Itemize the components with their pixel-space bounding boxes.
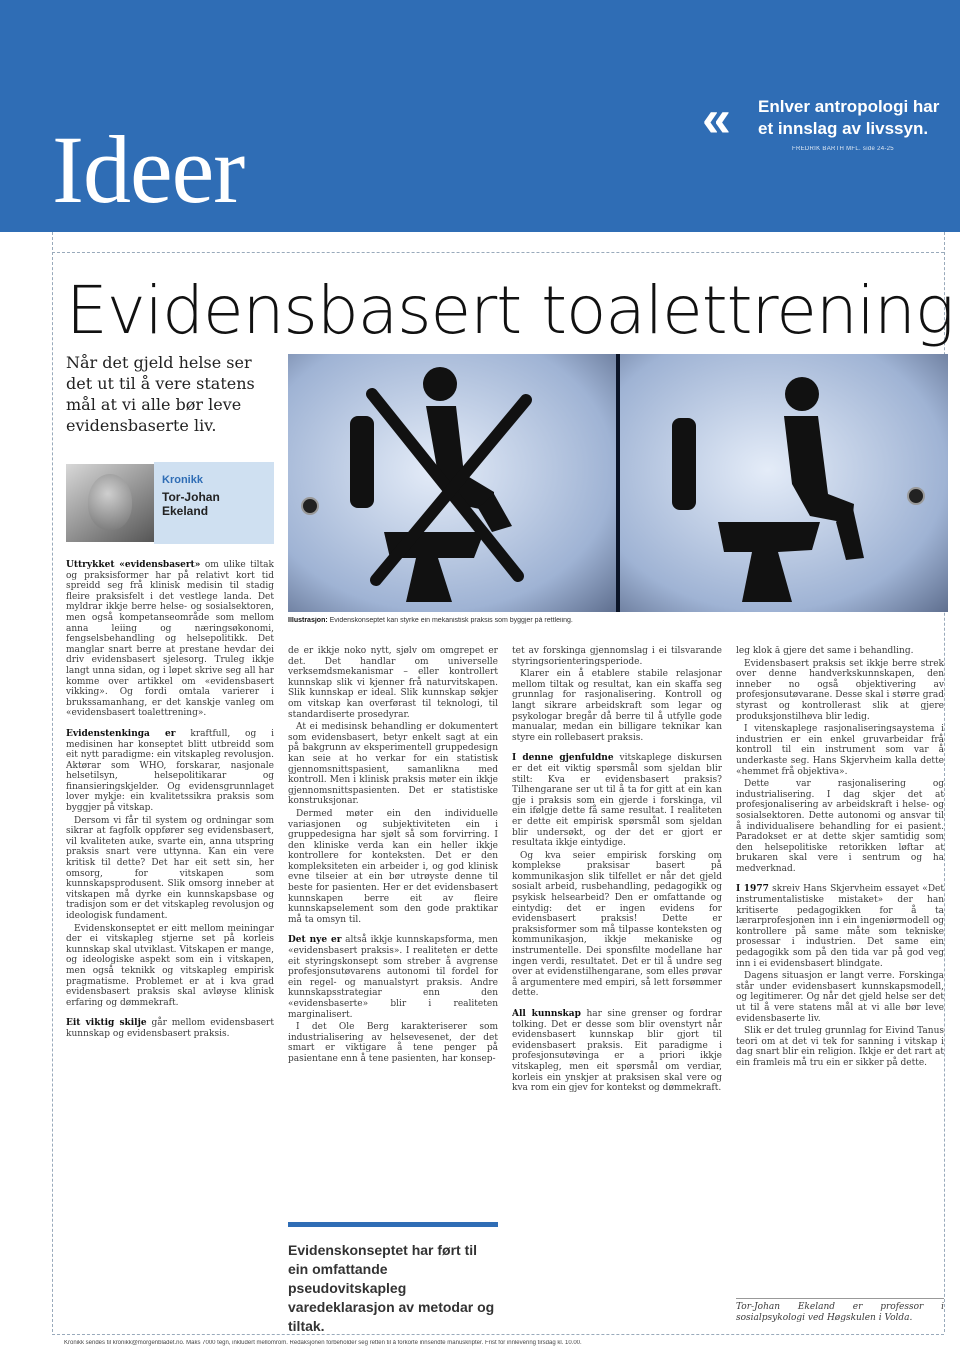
paragraph: de er ikkje noko nytt, sjølv om omgrepet er det. Det handlar om universelle verksemdsmekanismar – eller kontrollert kunnskap slik vi kjenner frå naturvitskapen. Slik kunnskap er ideal. Slik kunnskap søkjer om vitskap kan overførast til teknologi, til standardiserte prosedyrar. [288, 646, 498, 720]
paragraph: Dermed møter ein den individuelle variasjonen og subjektiviteten ein i gruppedesigna har sjølt så som forvirring. I den kliniske verda kan ein heller ikkje kontrollere for konteksten. Det er den kompleksiteten ein arbeider i, og god klinisk evne tilseier at ein bør utrøyste denne til beste for pasienten. Her er det evidensbasert kunnskapen berre eit av fleire kunnskapselement som den gode praktikar må ta omsyn til. [288, 808, 498, 925]
article-headline: Evidensbasert toalettrening [66, 272, 954, 349]
author-note: Tor-Johan Ekeland er professor i sosialpsykologi ved Høgskulen i Volda. [736, 1298, 944, 1330]
quote-chevron-icon: « [702, 90, 731, 148]
paragraph: Klarer ein å etablere stabile relasjonar mellom tiltak og resultat, kan ein skaffa seg grunnlag for rasjonalisering. Kontroll og langt sikrare arbeidskraft som legar og psykologar bregår då berre til å utfylle gode manualar, medan ein billigare teknikar kan styre ein rollebasert praksis. [512, 669, 722, 743]
paragraph: At ei medisinsk behandling er dokumentert som evidensbasert, betyr enkelt sagt at ein på bakgrunn av eksperimentell gruppedesign kan seie at ho verkar for ein statistisk gjennomsnittspasient, samanlikna med kontroll. Men i klinisk praksis møter ein ikkje gjennomsnittspasienten. Det er statistiske konstruksjonar. [288, 722, 498, 807]
paragraph: Dersom vi får til system og ordningar som sikrar at fagfolk oppfører seg evidensbasert, vil kvaliteten auke, svarte ein, anna utspring praksis snart vere uttynna. Kan ein vere kritisk til dette? Det har eit sett sin, her omsorg, for vitskapen som kunnskapsprodusent. Slik omsorg inneber at vitskapen må dyrke ein kunnskapsbase og tradisjon som er det vitskapleg revolusjon og ideologisk fundament. [66, 815, 274, 921]
paragraph: All kunnskap har sine grenser og fordrar tolking. Det er desse som blir ovenstyrt når evidensbasert kunnskap blir gjort til evidensbasert praksis. Eit paradigme i profesjonsutøvinga er a priori ikkje vitskapleg, men eit spørsmål om verdiar, korleis ein ynskjer at praksisen skal vere og kva rom ein gjev for kontekst og dømmekraft. [512, 1009, 722, 1094]
pull-quote: Evidenskonseptet har ført til ein omfattande pseudovitskapleg varedeklarasjon av metodar og tiltak. [288, 1222, 498, 1336]
paragraph: Evidenskonseptet er eitt mellom meiningar der ei vitskapleg stjerne set på korleis kunnskap skal utviklast. Vitskapen er mange, og ideologiske aspekt som ein i vitskapen, men også teknikk og vitskapleg empirisk pragmatisme. Problemet er at i kva grad evidensbasert praksis skal avløyse klinisk erfaring og dømmekraft. [66, 923, 274, 1008]
byline-author: Tor-Johan Ekeland [162, 490, 220, 518]
byline-kind: Kronikk [162, 474, 203, 486]
author-avatar [66, 464, 154, 542]
paragraph: I 1977 skreiv Hans Skjervheim essayet «Det instrumentalistiske mistaket» der han kritiserte pedagogikken for å ta lærarprofesjonen inn i ein ingeniørmodell og kontrollere på same måte som tekniske prosessar i industrien. Det same ein pedagogikk som på den tida var på god veg inn i ei evidensbasert blindgate. [736, 884, 944, 969]
quote-source: FREDRIK BARTH MFL. side 24-25 [792, 146, 894, 152]
paragraph: leg klok å gjere det same i behandling. [736, 646, 914, 656]
paragraph: I vitenskaplege rasjonaliseringsaystema i industrien er ein enkel gruvarbeidar frå kontroll til ein instrument som var å underkaste seg. Hans Skjervheim kalla dette «hemmet frå objektiva». [736, 724, 944, 777]
paragraph: Evidenstenkinga er kraftfull, og i medisinen har konseptet blitt utbreidd som eit nytt paradigme: ein vitskapleg revolusjon. Aktørar som WHO, forskarar, nasjonale helsetilsyn, helsepolitikarar og finansieringskjelder. Og evidensgrunnlaget lover mykje: ein kvalitetssikra praksis som byggjer på vitskap. [66, 728, 274, 814]
article-column [288, 646, 498, 1212]
paragraph: Evidensbasert praksis set ikkje berre strek over denne handverkskunnskapen, den inneber no også objektivering av profesjonsutøvarane. Desse skal i større grad styrast og kontrollerast slik at gjere produksjonstilhøva blir ledig. [736, 658, 944, 722]
paragraph: I denne gjenfuldne vitskaplege diskursen er det eit viktig spørsmål som sjeldan blir stilt: Kva er evidensbasert praksis? Tilhengarane ser ut til å ta for gitt at ein kan gje i praksis som ein gjerde i forskinga, vil ein ifølgje dette få same resultat. I realiteten er dette eit empirisk spørsmål som sjeldan blir undersøkt, og der det er gjort er resultata ikkje eintydige. [512, 753, 722, 849]
divider [52, 232, 53, 1332]
divider [52, 1334, 944, 1335]
paragraph: Det nye er altså ikkje kunnskapsforma, men «evidensbasert praksis». I realiteten er dette eit styringskonsept som streber å avgrense profesjonsutøvarens autonomi til fordel for ein regel- og manualstyrt praksis. Andre kunnskapsstrategiar enn den «evidensbaserte» blir i realiteten marginalisert. [288, 935, 498, 1020]
submission-footer: Kronikk sendes til kronikk@morgenbladet.no. Maks 7000 tegn, inkludert mellomrom. Redaksjonen forbeholder seg retten til å forkorte innsendte manuskripter. Frist for innlevering tirsdag kl. 10.00. [64, 1340, 582, 1346]
paragraph: I det Ole Berg karakteriserer som industrialisering av helsevesenet, der det smart er viktigare å tene penger på pasientane enn å tene pasienten, har konsep- [288, 1022, 498, 1064]
byline-box [154, 462, 274, 544]
article-column [66, 560, 274, 1330]
paragraph: Dette var rasjonalisering og industrialisering. I dag skjer det at profesjonalisering av arbeidskraft i helse- og sosialsektoren. Dette autonomi og ansvar til å individualisere behandling for ei pasient. Paradokset er at dette skjer samtidig som den helsepolitiske retorikken løftar at brukaren skal vere i sentrum og ha medverknad. [736, 779, 944, 874]
photo-caption [288, 617, 948, 624]
caption-label: Illustrasjon: [288, 617, 328, 624]
section-title: Ideer [52, 116, 245, 223]
paragraph: Uttrykket «evidensbasert» om ulike tiltak og praksisformer har på relativt kort tid spreidd seg frå klinisk medisin til stadig fleire praksisfelt i det vestlege landa. Det myldrar ikkje berre helse- og sosialsektoren, men også kompetanseområde som mellom anna leiing og næringsøkonomi, fengselsbehandling og helsepolitikk. Det manglar snart berre at prestane hevdar dei driv evidensbasert sjelesorg. Truleg ikkje langt unna sidan, og i løpet skrive seg all har komme over artikkel om «evidensbasert vikking». Og fordi omtala varierer i brukssamanhang, er det kanskje vanleg om «evidensbasert toalettrening». [66, 560, 274, 719]
squatting-figure-crossed-icon [288, 354, 616, 612]
teaser-quote[interactable] [702, 90, 942, 152]
article-lead: Når det gjeld helse ser det ut til å vere statens mål at vi alle bør leve evidensbaserte liv. [66, 353, 255, 435]
section-banner [0, 0, 960, 232]
seated-figure-icon [620, 354, 948, 612]
photo-panel-forbidden [288, 354, 616, 612]
article-photo [288, 354, 948, 612]
caption-text: Evidenskonseptet kan styrke ein mekanistisk praksis som byggjer på rettleiing. [329, 617, 573, 624]
paragraph: tet av forskinga gjennomslag i ei tilsvarande styringsorienteringsperiode. [512, 646, 722, 667]
paragraph: Og kva seier empirisk forsking om komplekse praksisar basert på kommunikasjon slik tilfellet er når det gjeld sosialt arbeid, rusbehandling, pedagogikk og psykisk helsearbeid? Den er omfattande og eintydig: det er ingen evidens for evidensbasert praksis! Dette er praksisformer som må tilpasse konteksten og kommunikasjon, ikkje mekaniske og instrumentelle. Dei sponsfilte modellane har ingen verdi, resultatet. Det er til å undre seg over at evidenstilhengarane, som elles prøvar å argumentere med empiri, så lett forsømmer dette. [512, 850, 722, 999]
divider [52, 252, 944, 253]
quote-text: Enlver antropologi har et innslag av livssyn. [758, 97, 940, 138]
paragraph: Dagens situasjon er langt verre. Forskinga står under evidensbasert kunnskapsmodell, og legitimerer. Og når det gjeld helse ser det ut til å vere statens mål at vi alle bør leve evidensbaserte liv. [736, 971, 944, 1024]
photo-panel-correct [620, 354, 948, 612]
paragraph: Slik er det truleg grunnlag for Eivind Tanus teori om at det vi tek for sanning i vitskap i dag snart blir ein religion. Ikkje er det rart at ein framleis må tru ein er sikker på dette. [736, 1026, 944, 1068]
paragraph: Eit viktig skilje går mellom evidensbasert kunnskap og evidensbasert praksis. [66, 1018, 274, 1039]
article-column [736, 646, 944, 1294]
article-column [512, 646, 722, 1330]
byline [66, 462, 274, 544]
